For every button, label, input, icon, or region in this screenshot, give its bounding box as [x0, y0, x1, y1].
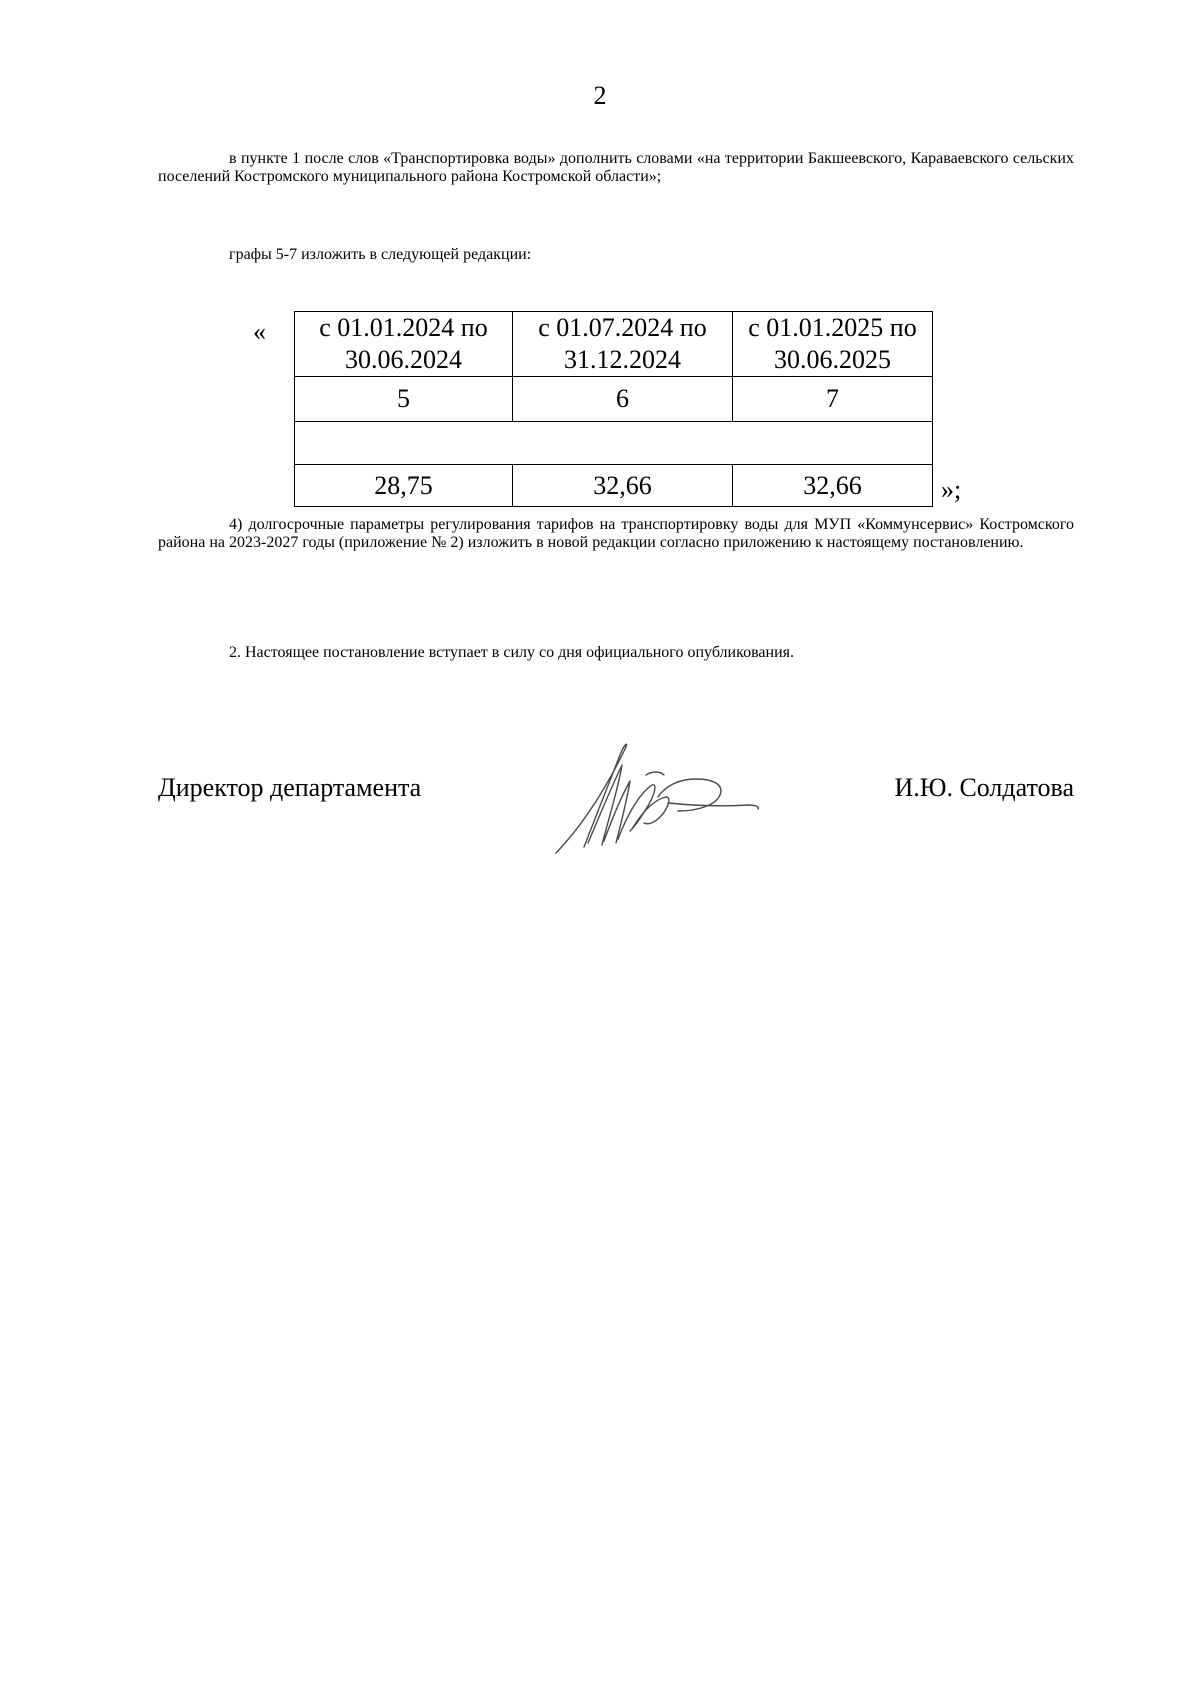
- signatory-role: Директор департамента: [158, 773, 422, 802]
- page-number: 2: [593, 81, 607, 110]
- table-column-number: 6: [513, 377, 733, 422]
- paragraph-amendment-item1: в пункте 1 после слов «Транспортировка воды» дополнить словами «на территории Бакшеевского, Караваевского сельских поселений Костромского муниципального района Костромской области»;: [158, 150, 1074, 185]
- signatory-name: И.Ю. Солдатова: [894, 773, 1074, 802]
- table-value-cell: 28,75: [295, 465, 513, 507]
- table-value-cell: 32,66: [733, 465, 933, 507]
- table-column-number: 7: [733, 377, 933, 422]
- table-open-quote: «: [253, 317, 266, 346]
- table-header-cell: с 01.01.2024 по 30.06.2024: [295, 312, 513, 377]
- table-empty-cell: [295, 422, 933, 465]
- table-value-row: [295, 465, 933, 507]
- table-column-number: 5: [295, 377, 513, 422]
- table-value-cell: 32,66: [513, 465, 733, 507]
- paragraph-item4: 4) долгосрочные параметры регулирования тарифов на транспортировку воды для МУП «Коммунсервис» Костромского района на 2023-2027 годы (приложение № 2) изложить в новой редакции согласно приложению к настоящему постановлению.: [158, 516, 1074, 551]
- table-header-cell: с 01.07.2024 по 31.12.2024: [513, 312, 733, 377]
- paragraph-columns-intro: графы 5-7 изложить в следующей редакции:: [229, 246, 532, 263]
- handwritten-signature-icon: [548, 735, 763, 860]
- table-header-row: [295, 312, 933, 377]
- table-close-quote: »;: [941, 475, 962, 504]
- tariff-table-wrapper: [294, 311, 933, 507]
- table-column-number-row: [295, 377, 933, 422]
- table-header-cell: с 01.01.2025 по 30.06.2025: [733, 312, 933, 377]
- tariff-table: [294, 311, 933, 507]
- paragraph-effective-date: 2. Настоящее постановление вступает в силу со дня официального опубликования.: [229, 644, 794, 661]
- table-empty-row: [295, 422, 933, 465]
